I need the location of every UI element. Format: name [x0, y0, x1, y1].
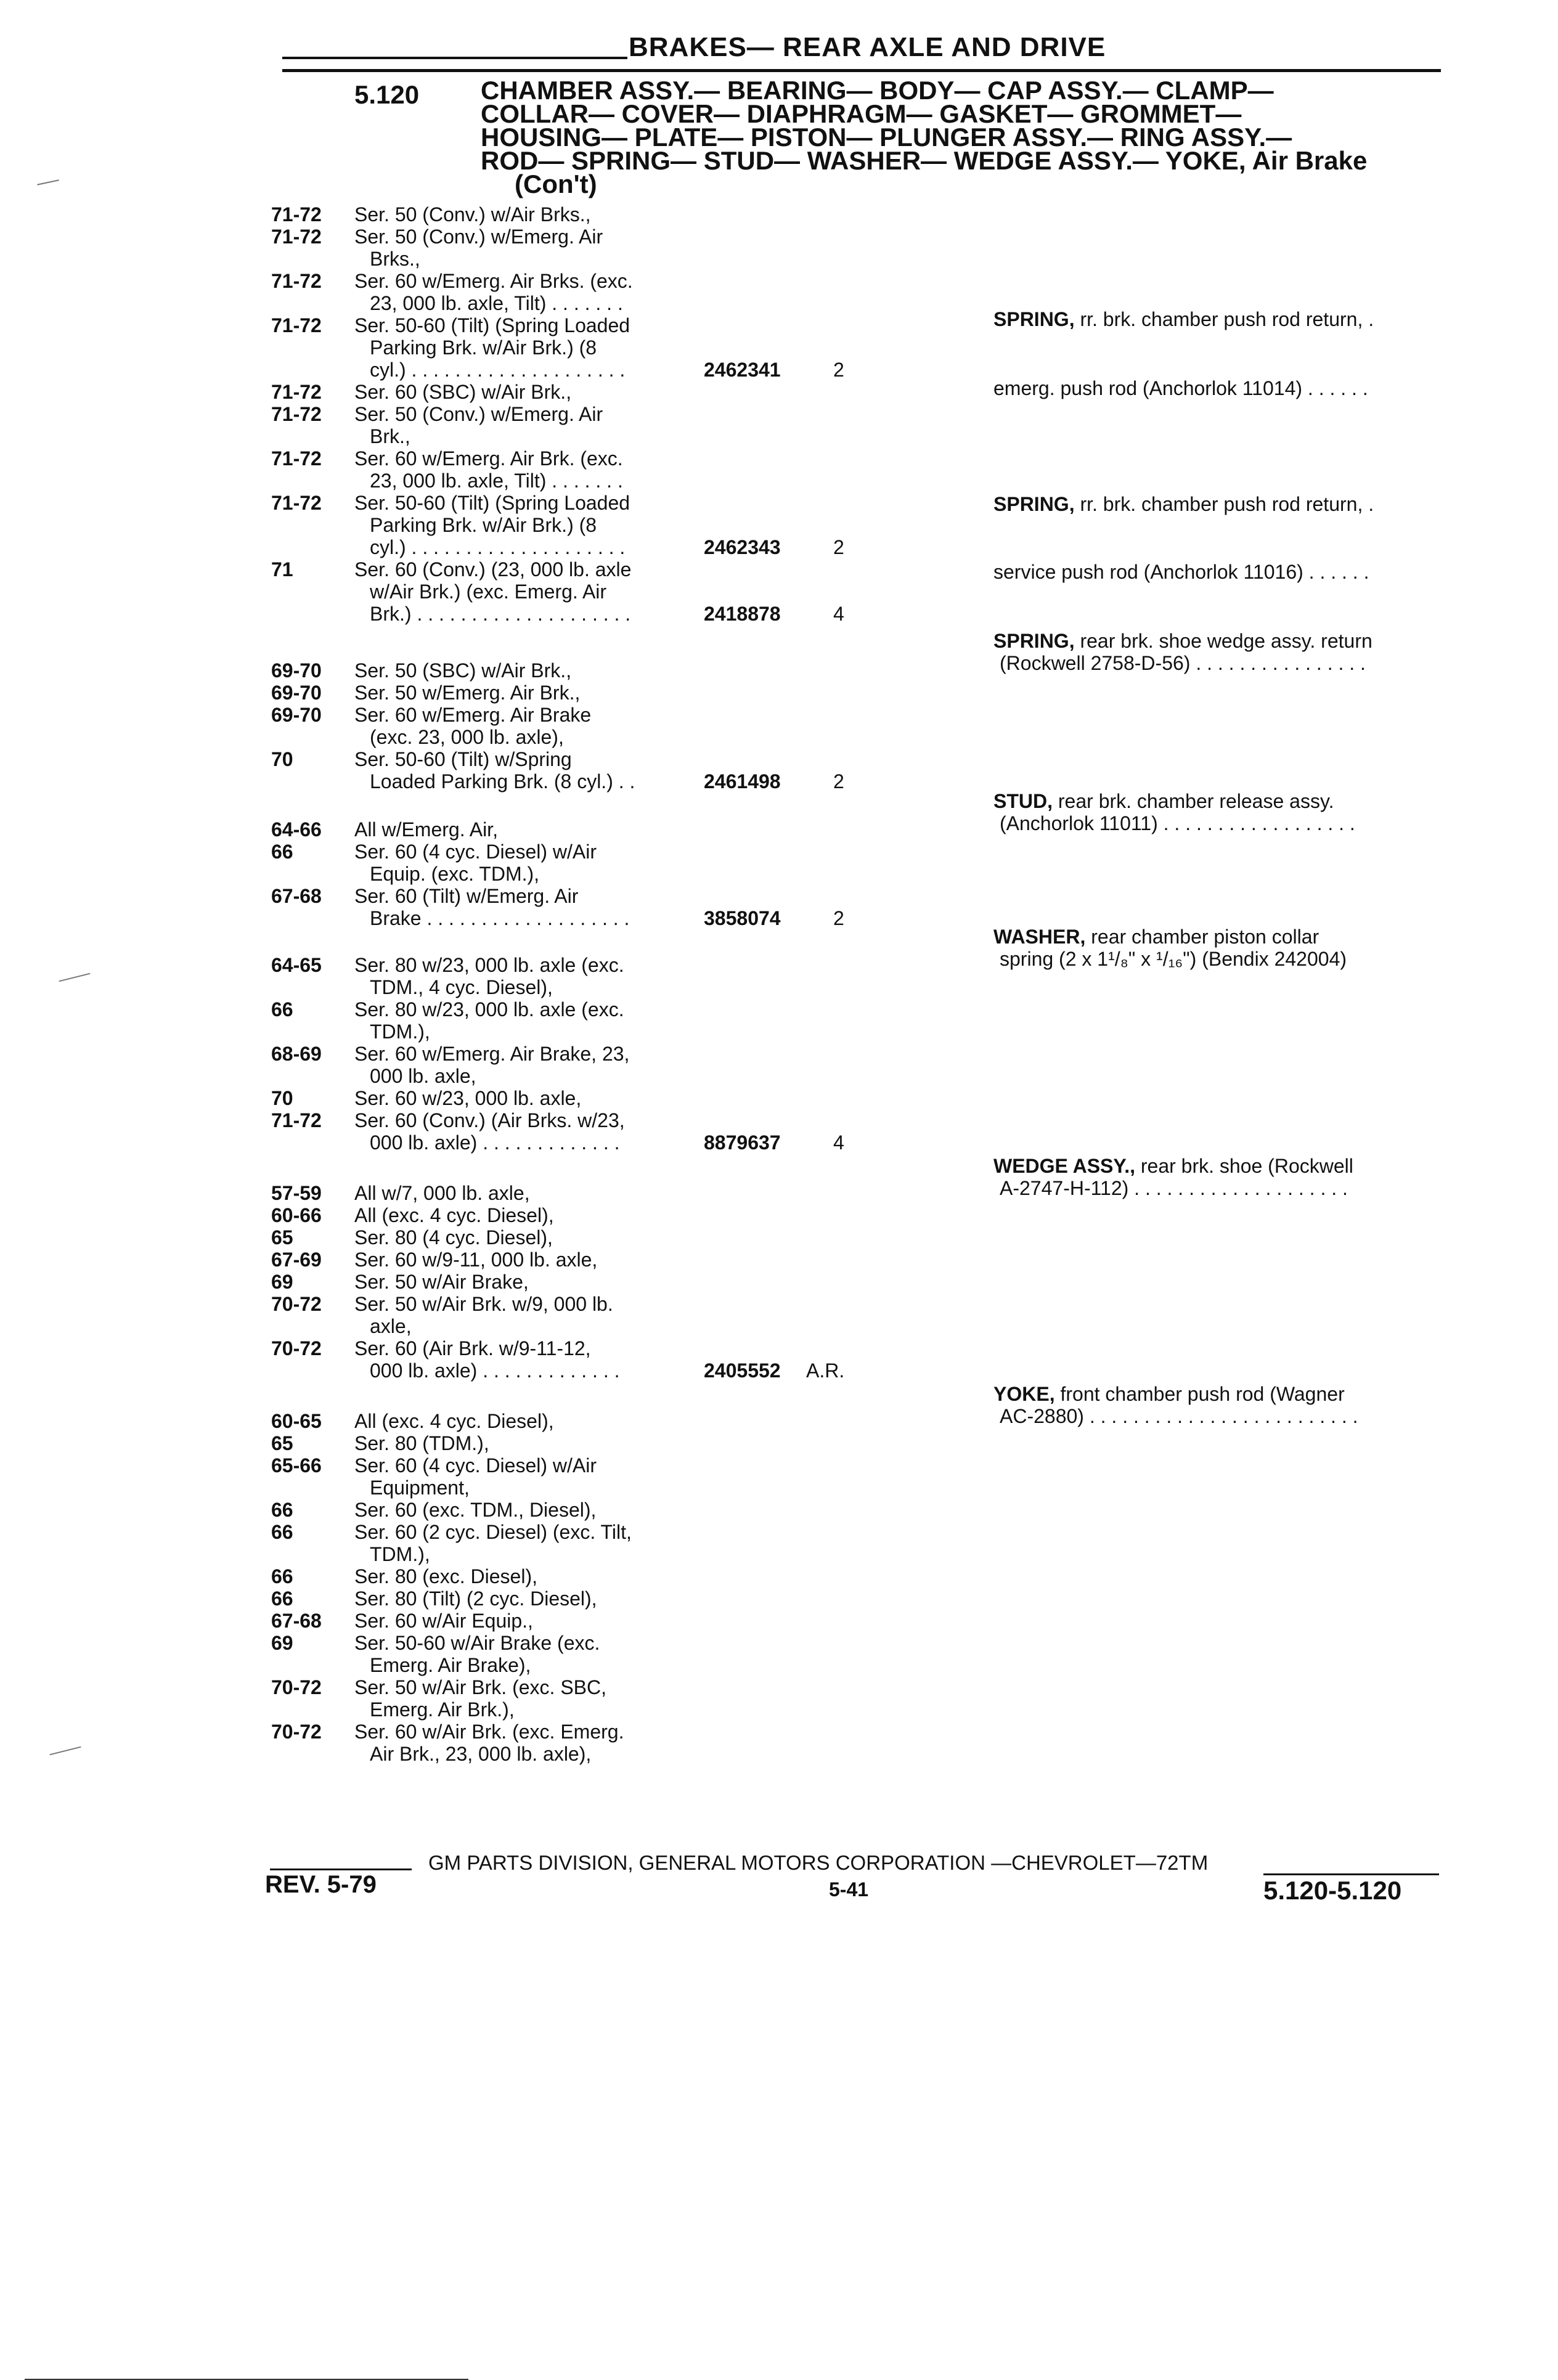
part-description-line — [993, 308, 1437, 330]
application-text: Ser. 50-60 (Tilt) (Spring Loaded — [354, 314, 630, 336]
application-line — [271, 976, 894, 998]
application-text: TDM.), — [370, 1021, 430, 1043]
application-text: Ser. 60 w/9-11, 000 lb. axle, — [354, 1249, 598, 1271]
part-number: 2462341 — [704, 359, 781, 381]
model-years: 69 — [271, 1271, 293, 1293]
quantity: A.R. — [806, 1359, 845, 1382]
section-title-line: ROD— SPRING— STUD— WASHER— WEDGE ASSY.— YOKE, Air Brake — [481, 146, 1368, 175]
application-line — [271, 1109, 894, 1131]
application-text: Ser. 60 (SBC) w/Air Brk., — [354, 381, 572, 403]
footer-publisher: GM PARTS DIVISION, GENERAL MOTORS CORPORATION —CHEVROLET—72TM — [428, 1851, 1209, 1874]
model-years: 57-59 — [271, 1182, 322, 1204]
application-text: Ser. 60 (Conv.) (23, 000 lb. axle — [354, 558, 632, 581]
application-line — [271, 1565, 894, 1587]
application-line — [271, 1204, 894, 1226]
model-years: 71-72 — [271, 1109, 322, 1131]
application-line — [271, 704, 894, 726]
application-line — [271, 1337, 894, 1359]
application-line — [271, 998, 894, 1021]
model-years: 71-72 — [271, 381, 322, 403]
model-years: 71-72 — [271, 314, 322, 336]
model-years: 70-72 — [271, 1293, 322, 1315]
application-line — [271, 841, 894, 863]
quantity: 2 — [833, 359, 844, 381]
model-years: 69-70 — [271, 682, 322, 704]
part-description-line — [993, 652, 1437, 674]
model-years: 66 — [271, 1587, 293, 1610]
application-text: Ser. 80 (TDM.), — [354, 1432, 489, 1454]
part-description — [993, 493, 1437, 515]
application-line — [271, 1721, 894, 1743]
application-text: Brake . . . . . . . . . . . . . . . . . . . — [370, 907, 630, 929]
model-years: 60-66 — [271, 1204, 322, 1226]
application-text: Ser. 60 (Air Brk. w/9-11-12, — [354, 1337, 591, 1359]
application-text: Ser. 60 w/Air Brk. (exc. Emerg. — [354, 1721, 624, 1743]
application-line — [271, 1087, 894, 1109]
quantity: 2 — [833, 770, 844, 793]
part-description-line — [993, 377, 1437, 399]
part-description-line — [993, 790, 1437, 812]
application-text: Loaded Parking Brk. (8 cyl.) . . — [370, 770, 635, 793]
application-text: Ser. 60 w/Emerg. Air Brake — [354, 704, 592, 726]
part-name: STUD, — [993, 790, 1053, 812]
model-years: 70-72 — [271, 1337, 322, 1359]
application-line — [271, 336, 894, 359]
application-line — [271, 1249, 894, 1271]
part-number: 2462343 — [704, 536, 781, 558]
application-group — [271, 203, 894, 625]
quantity: 2 — [833, 536, 844, 558]
application-line — [271, 1477, 894, 1499]
application-line — [271, 1432, 894, 1454]
part-description-text: rr. brk. chamber push rod return, . — [1080, 493, 1374, 515]
application-line — [271, 203, 894, 226]
application-text: axle, — [370, 1315, 412, 1337]
application-line — [271, 1271, 894, 1293]
application-group — [271, 1410, 894, 1765]
application-line — [271, 1499, 894, 1521]
application-line — [271, 1543, 894, 1565]
application-line — [271, 1315, 894, 1337]
application-line — [271, 248, 894, 270]
application-text: Ser. 80 w/23, 000 lb. axle (exc. — [354, 998, 624, 1021]
application-line — [271, 1131, 894, 1154]
application-line — [271, 1654, 894, 1676]
model-years: 66 — [271, 1499, 293, 1521]
model-years: 71-72 — [271, 270, 322, 292]
application-text: cyl.) . . . . . . . . . . . . . . . . . . . . — [370, 359, 626, 381]
application-line — [271, 314, 894, 336]
application-line — [271, 1410, 894, 1432]
application-text: Emerg. Air Brake), — [370, 1654, 531, 1676]
part-description-line — [993, 561, 1437, 583]
application-line — [271, 1698, 894, 1721]
header-rule-left — [282, 57, 627, 59]
application-line — [271, 514, 894, 536]
part-number: 2461498 — [704, 770, 781, 793]
quantity: 4 — [833, 603, 844, 625]
application-text: w/Air Brk.) (exc. Emerg. Air — [370, 581, 607, 603]
application-line — [271, 1454, 894, 1477]
model-years: 67-68 — [271, 885, 322, 907]
part-description-text: service push rod (Anchorlok 11016) . . . . . . — [993, 561, 1369, 583]
footer-revision: REV. 5-79 — [265, 1871, 377, 1898]
model-years: 71-72 — [271, 226, 322, 248]
application-text: All w/Emerg. Air, — [354, 818, 498, 841]
model-years: 70 — [271, 1087, 293, 1109]
application-line — [271, 292, 894, 314]
application-text: 000 lb. axle) . . . . . . . . . . . . . — [370, 1131, 620, 1154]
application-group — [271, 818, 894, 929]
application-text: Ser. 50 (SBC) w/Air Brk., — [354, 659, 572, 682]
model-years: 69-70 — [271, 704, 322, 726]
model-years: 65 — [271, 1226, 293, 1249]
application-group — [271, 1182, 894, 1382]
application-line — [271, 603, 894, 625]
application-group — [271, 659, 894, 793]
part-description-line — [993, 1155, 1437, 1177]
application-text: Ser. 50-60 (Tilt) w/Spring — [354, 748, 572, 770]
application-text: Ser. 60 w/Emerg. Air Brake, 23, — [354, 1043, 630, 1065]
application-line — [271, 1632, 894, 1654]
model-years: 66 — [271, 1565, 293, 1587]
part-description — [993, 308, 1437, 330]
part-description — [993, 1383, 1437, 1427]
application-text: Ser. 80 (4 cyc. Diesel), — [354, 1226, 553, 1249]
model-years: 70-72 — [271, 1676, 322, 1698]
application-line — [271, 1676, 894, 1698]
application-line — [271, 1043, 894, 1065]
application-text: Ser. 80 (exc. Diesel), — [354, 1565, 537, 1587]
application-text: Equipment, — [370, 1477, 470, 1499]
application-text: Ser. 60 (2 cyc. Diesel) (exc. Tilt, — [354, 1521, 632, 1543]
application-line — [271, 1521, 894, 1543]
application-text: Brk.) . . . . . . . . . . . . . . . . . . . . — [370, 603, 631, 625]
part-description — [993, 561, 1437, 583]
application-text: Brks., — [370, 248, 420, 270]
model-years: 68-69 — [271, 1043, 322, 1065]
application-text: TDM.), — [370, 1543, 430, 1565]
part-description-text: rear brk. shoe wedge assy. return — [1080, 630, 1372, 652]
part-description-text: emerg. push rod (Anchorlok 11014) . . . . . . — [993, 377, 1368, 399]
application-text: Ser. 60 (4 cyc. Diesel) w/Air — [354, 1454, 597, 1477]
application-text: Ser. 50 w/Air Brake, — [354, 1271, 529, 1293]
model-years: 65-66 — [271, 1454, 322, 1477]
model-years: 71-72 — [271, 492, 322, 514]
section-title-line: COLLAR— COVER— DIAPHRAGM— GASKET— GROMMET— — [481, 99, 1242, 128]
application-line — [271, 558, 894, 581]
application-line — [271, 863, 894, 885]
application-text: All w/7, 000 lb. axle, — [354, 1182, 530, 1204]
application-line — [271, 447, 894, 470]
application-text: Ser. 50 (Conv.) w/Air Brks., — [354, 203, 591, 226]
quantity: 4 — [833, 1131, 844, 1154]
part-description-text: spring (2 x 1¹/₈" x ¹/₁₆") (Bendix 242004) — [1000, 948, 1347, 970]
scan-mark — [59, 973, 91, 982]
part-description-text: rear chamber piston collar — [1091, 926, 1319, 948]
part-description — [993, 630, 1437, 674]
application-text: Ser. 60 (4 cyc. Diesel) w/Air — [354, 841, 597, 863]
part-description — [993, 377, 1437, 399]
part-description-text: rear brk. chamber release assy. — [1058, 790, 1334, 812]
application-line — [271, 770, 894, 793]
part-description-line — [993, 630, 1437, 652]
application-line — [271, 954, 894, 976]
model-years: 71 — [271, 558, 293, 581]
application-text: Ser. 80 (Tilt) (2 cyc. Diesel), — [354, 1587, 597, 1610]
part-description-line — [993, 948, 1437, 970]
application-text: Equip. (exc. TDM.), — [370, 863, 540, 885]
application-line — [271, 682, 894, 704]
part-name: SPRING, — [993, 308, 1075, 330]
application-line — [271, 581, 894, 603]
application-line — [271, 1587, 894, 1610]
application-text: Ser. 50-60 (Tilt) (Spring Loaded — [354, 492, 630, 514]
application-text: Brk., — [370, 425, 410, 447]
part-number: 3858074 — [704, 907, 781, 929]
application-line — [271, 381, 894, 403]
model-years: 70-72 — [271, 1721, 322, 1743]
application-text: Ser. 50 w/Air Brk. (exc. SBC, — [354, 1676, 606, 1698]
application-text: Ser. 60 (Tilt) w/Emerg. Air — [354, 885, 579, 907]
model-years: 71-72 — [271, 203, 322, 226]
application-line — [271, 470, 894, 492]
model-years: 69 — [271, 1632, 293, 1654]
application-line — [271, 425, 894, 447]
application-text: Ser. 50 (Conv.) w/Emerg. Air — [354, 226, 603, 248]
part-description-text: front chamber push rod (Wagner — [1060, 1383, 1345, 1405]
application-text: (exc. 23, 000 lb. axle), — [370, 726, 564, 748]
header-rule — [282, 69, 1441, 72]
application-text: Air Brk., 23, 000 lb. axle), — [370, 1743, 592, 1765]
part-description — [993, 926, 1437, 970]
part-description-text: AC-2880) . . . . . . . . . . . . . . . . . . . . . . . . . — [1000, 1405, 1358, 1427]
model-years: 71-72 — [271, 447, 322, 470]
part-description — [993, 1155, 1437, 1199]
application-text: Ser. 50-60 w/Air Brake (exc. — [354, 1632, 600, 1654]
model-years: 67-68 — [271, 1610, 322, 1632]
part-description-line — [993, 926, 1437, 948]
application-line — [271, 818, 894, 841]
application-line — [271, 885, 894, 907]
application-text: Ser. 60 w/Emerg. Air Brk. (exc. — [354, 447, 623, 470]
section-title-continued: (Con't) — [515, 169, 597, 198]
application-line — [271, 226, 894, 248]
application-line — [271, 1065, 894, 1087]
model-years: 67-69 — [271, 1249, 322, 1271]
application-line — [271, 1743, 894, 1765]
part-description-line — [993, 1177, 1437, 1199]
model-years: 66 — [271, 1521, 293, 1543]
application-text: cyl.) . . . . . . . . . . . . . . . . . . . . — [370, 536, 626, 558]
scan-mark — [37, 179, 59, 185]
application-text: Ser. 60 (Conv.) (Air Brks. w/23, — [354, 1109, 625, 1131]
model-years: 60-65 — [271, 1410, 322, 1432]
part-description-text: rear brk. shoe (Rockwell — [1140, 1155, 1353, 1177]
footer-page-number: 5-41 — [829, 1878, 869, 1901]
model-years: 66 — [271, 998, 293, 1021]
section-number: 5.120 — [354, 80, 420, 109]
footer-section-range: 5.120-5.120 — [1263, 1876, 1402, 1905]
application-text: 000 lb. axle) . . . . . . . . . . . . . — [370, 1359, 620, 1382]
part-description-line — [993, 1405, 1437, 1427]
part-description-line — [993, 1383, 1437, 1405]
application-text: Ser. 60 (exc. TDM., Diesel), — [354, 1499, 597, 1521]
part-number: 2418878 — [704, 603, 781, 625]
part-description-text: (Rockwell 2758-D-56) . . . . . . . . . . . . . . . . — [1000, 652, 1366, 674]
part-description-line — [993, 493, 1437, 515]
model-years: 64-65 — [271, 954, 322, 976]
part-description-text: (Anchorlok 11011) . . . . . . . . . . . . . . . . . . — [1000, 812, 1355, 834]
model-years: 64-66 — [271, 818, 322, 841]
application-line — [271, 1610, 894, 1632]
application-group — [271, 954, 894, 1154]
application-text: Ser. 50 (Conv.) w/Emerg. Air — [354, 403, 603, 425]
application-text: All (exc. 4 cyc. Diesel), — [354, 1204, 554, 1226]
part-description — [993, 790, 1437, 834]
application-line — [271, 907, 894, 929]
part-description-text: rr. brk. chamber push rod return, . — [1080, 308, 1374, 330]
application-text: Ser. 50 w/Emerg. Air Brk., — [354, 682, 581, 704]
model-years: 66 — [271, 841, 293, 863]
part-name: YOKE, — [993, 1383, 1055, 1405]
application-line — [271, 536, 894, 558]
application-line — [271, 748, 894, 770]
part-name: SPRING, — [993, 630, 1075, 652]
scan-mark — [50, 1746, 81, 1756]
page-header-title: BRAKES— REAR AXLE AND DRIVE — [629, 32, 1106, 62]
application-text: All (exc. 4 cyc. Diesel), — [354, 1410, 554, 1432]
section-title-line: CHAMBER ASSY.— BEARING— BODY— CAP ASSY.— CLAMP— — [481, 76, 1274, 105]
application-text: Ser. 60 w/Air Equip., — [354, 1610, 533, 1632]
section-title-line: HOUSING— PLATE— PISTON— PLUNGER ASSY.— RING ASSY.— — [481, 123, 1292, 152]
model-years: 70 — [271, 748, 293, 770]
application-text: Parking Brk. w/Air Brk.) (8 — [370, 336, 597, 359]
part-name: WASHER, — [993, 926, 1086, 948]
application-line — [271, 659, 894, 682]
model-years: 71-72 — [271, 403, 322, 425]
application-line — [271, 1359, 894, 1382]
part-number: 8879637 — [704, 1131, 781, 1154]
application-line — [271, 1293, 894, 1315]
model-years: 65 — [271, 1432, 293, 1454]
application-line — [271, 1021, 894, 1043]
application-text: Ser. 80 w/23, 000 lb. axle (exc. — [354, 954, 624, 976]
application-text: Ser. 60 w/23, 000 lb. axle, — [354, 1087, 582, 1109]
application-text: 000 lb. axle, — [370, 1065, 476, 1087]
application-line — [271, 492, 894, 514]
application-line — [271, 403, 894, 425]
application-line — [271, 1182, 894, 1204]
part-description-text: A-2747-H-112) . . . . . . . . . . . . . . . . . . . . — [1000, 1177, 1348, 1199]
part-number: 2405552 — [704, 1359, 781, 1382]
application-line — [271, 270, 894, 292]
application-text: Ser. 60 w/Emerg. Air Brks. (exc. — [354, 270, 633, 292]
part-name: WEDGE ASSY., — [993, 1155, 1135, 1177]
application-text: 23, 000 lb. axle, Tilt) . . . . . . . — [370, 470, 623, 492]
application-text: Parking Brk. w/Air Brk.) (8 — [370, 514, 597, 536]
application-text: Ser. 50 w/Air Brk. w/9, 000 lb. — [354, 1293, 613, 1315]
application-text: TDM., 4 cyc. Diesel), — [370, 976, 553, 998]
quantity: 2 — [833, 907, 844, 929]
application-text: 23, 000 lb. axle, Tilt) . . . . . . . — [370, 292, 623, 314]
footer-rule-left — [270, 1869, 412, 1870]
application-line — [271, 359, 894, 381]
model-years: 69-70 — [271, 659, 322, 682]
application-text: Emerg. Air Brk.), — [370, 1698, 515, 1721]
footer-rule-right — [1263, 1873, 1439, 1875]
application-line — [271, 726, 894, 748]
application-line — [271, 1226, 894, 1249]
part-description-line — [993, 812, 1437, 834]
part-name: SPRING, — [993, 493, 1075, 515]
